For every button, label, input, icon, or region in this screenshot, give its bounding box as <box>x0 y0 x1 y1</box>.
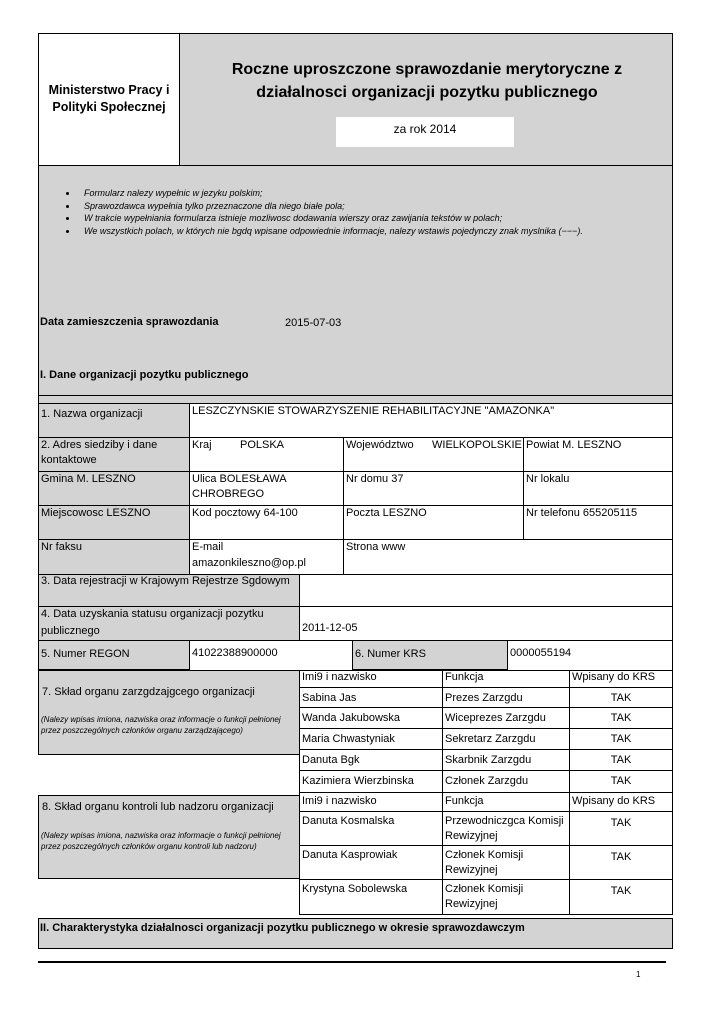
board-header-name: Imi9 i nazwisko <box>302 671 377 683</box>
footer-rule <box>38 961 666 963</box>
postal-code-field: Kod pocztowy 64-100 <box>192 507 298 519</box>
email-label: E-mail <box>192 541 224 553</box>
country-value: POLSKA <box>240 439 285 451</box>
address-label: 2. Adres siedziby i dane kontaktowe <box>41 439 158 466</box>
board-row-name: Danuta Bgk <box>302 754 360 766</box>
board-label: 7. Skład organu zarzgdzajgcego organizacji <box>42 686 255 698</box>
supervision-header-krs: Wpisany do KRS <box>572 795 656 807</box>
street-field: Ulica BOLESŁAWA CHROBREGO <box>192 473 286 500</box>
org-name-value: LESZCZYNSKIE STOWARZYSZENIE REHABILITACYJNE "AMAZONKA" <box>192 405 555 417</box>
board-row-function: Prezes Zarzgdu <box>445 692 523 704</box>
instruction-item: • Sprawozdawca wypełnia tylko przeznaczone dla niego białe pola; <box>78 200 668 213</box>
board-header-function: Funkcja <box>445 671 484 683</box>
supervision-note: (Nalezy wpisas imiona, nazwiska oraz informacje o funkcji pełnionej przez poszczególnych członków organu kontroli lub nadzoru) <box>41 831 281 851</box>
regon-label: 5. Numer REGON <box>41 648 130 660</box>
org-name-label: 1. Nazwa organizacji <box>41 408 143 420</box>
county-field: Powiat M. LESZNO <box>526 439 622 451</box>
supervision-row-name: Danuta Kosmalska <box>302 815 395 827</box>
house-number-field: Nr domu 37 <box>346 473 404 485</box>
apartment-number-field: Nr lokalu <box>526 473 570 485</box>
board-note: (Nalezy wpisas imiona, nazwiska oraz informacje o funkcji pełnionej przez poszczególnych członków organu zarządzającego) <box>41 715 281 735</box>
section2-title: II. Charakterystyka działalnosci organizacji pozytku publicznego w okresie sprawozdawczym <box>40 922 525 934</box>
board-row-krs: TAK <box>610 775 632 787</box>
board-row-krs: TAK <box>610 754 632 766</box>
supervision-row-function: Członek Komisji Rewizyjnej <box>445 849 524 876</box>
opp-status-label: 4. Data uzyskania statusu organizacji pozytku publicznego <box>41 608 264 637</box>
instruction-item: • We wszystkich polach, w których nie bgdq wpisane odpowiednie informacje, nalezy wstawis pojedynczy znak myslnika (−−−). <box>78 225 668 238</box>
municipality-field: Gmina M. LESZNO <box>41 473 136 485</box>
supervision-row-krs: TAK <box>610 851 632 863</box>
publication-date-value: 2015-07-03 <box>285 317 342 329</box>
board-row-function: Wiceprezes Zarzgdu <box>445 712 546 724</box>
krs-registration-label: 3. Data rejestracji w Krajowym Rejestrze Sgdowym <box>41 575 290 587</box>
country-label: Kraj <box>192 439 212 451</box>
website-field: Strona www <box>346 541 406 553</box>
board-row-krs: TAK <box>610 692 632 704</box>
publication-date-label: Data zamieszczenia sprawozdania <box>40 316 219 328</box>
board-row-function: Sekretarz Zarzgdu <box>445 733 536 745</box>
report-year-box: za rok 2014 <box>336 117 514 147</box>
supervision-row-krs: TAK <box>610 817 632 829</box>
board-header-krs: Wpisany do KRS <box>572 671 656 683</box>
supervision-row-name: Krystyna Sobolewska <box>302 883 408 895</box>
supervision-header-function: Funkcja <box>445 795 484 807</box>
opp-status-date: 2011-12-05 <box>302 622 358 634</box>
page-title: Roczne uproszczone sprawozdanie merytoryczne z działalnosci organizacji pozytku publicznego <box>231 61 623 101</box>
board-row-name: Maria Chwastyniak <box>302 733 395 745</box>
supervision-row-function: Członek Komisji Rewizyjnej <box>445 883 524 910</box>
voivodeship-label: Województwo <box>346 439 414 451</box>
supervision-row-krs: TAK <box>610 885 632 897</box>
instruction-item: • W trakcie wypełniania formularza istnieje mozliwosc dodawania wierszy oraz zawijania tekstów w polach; <box>78 212 668 225</box>
section1-title: I. Dane organizacji pozytku publicznego <box>40 369 249 381</box>
board-row-name: Kazimiera Wierzbinska <box>302 775 414 787</box>
board-row-function: Członek Zarzgdu <box>445 775 529 787</box>
board-row-krs: TAK <box>610 733 632 745</box>
voivodeship-value: WIELKOPOLSKIE <box>432 439 522 451</box>
board-row-name: Wanda Jakubowska <box>302 712 401 724</box>
regon-value: 41022388900000 <box>192 647 278 659</box>
instruction-item: • Formularz nalezy wypełnic w jezyku polskim; <box>78 187 668 200</box>
board-row-krs: TAK <box>610 712 632 724</box>
board-row-function: Skarbnik Zarzgdu <box>445 754 532 766</box>
supervision-row-function: Przewodniczgca Komisji Rewizyjnej <box>445 815 564 842</box>
krs-number-label: 6. Numer KRS <box>355 648 426 660</box>
board-row-name: Sabina Jas <box>302 692 357 704</box>
supervision-header-name: Imi9 i nazwisko <box>302 795 377 807</box>
post-office-field: Poczta LESZNO <box>346 507 427 519</box>
krs-number-value: 0000055194 <box>510 647 572 659</box>
instructions-list <box>38 187 668 237</box>
email-value: amazonkileszno@op.pl <box>192 557 306 569</box>
phone-field: Nr telefonu 655205115 <box>526 507 638 519</box>
ministry-name: Ministerstwo Pracy i Polityki Społecznej <box>48 83 170 114</box>
page-number: 1 <box>636 970 641 979</box>
fax-field: Nr faksu <box>41 541 82 553</box>
supervision-row-name: Danuta Kasprowiak <box>302 849 398 861</box>
supervision-label: 8. Skład organu kontroli lub nadzoru organizacji <box>42 801 274 813</box>
city-field: Miejscowosc LESZNO <box>41 507 151 519</box>
board-label-cell <box>38 670 300 755</box>
